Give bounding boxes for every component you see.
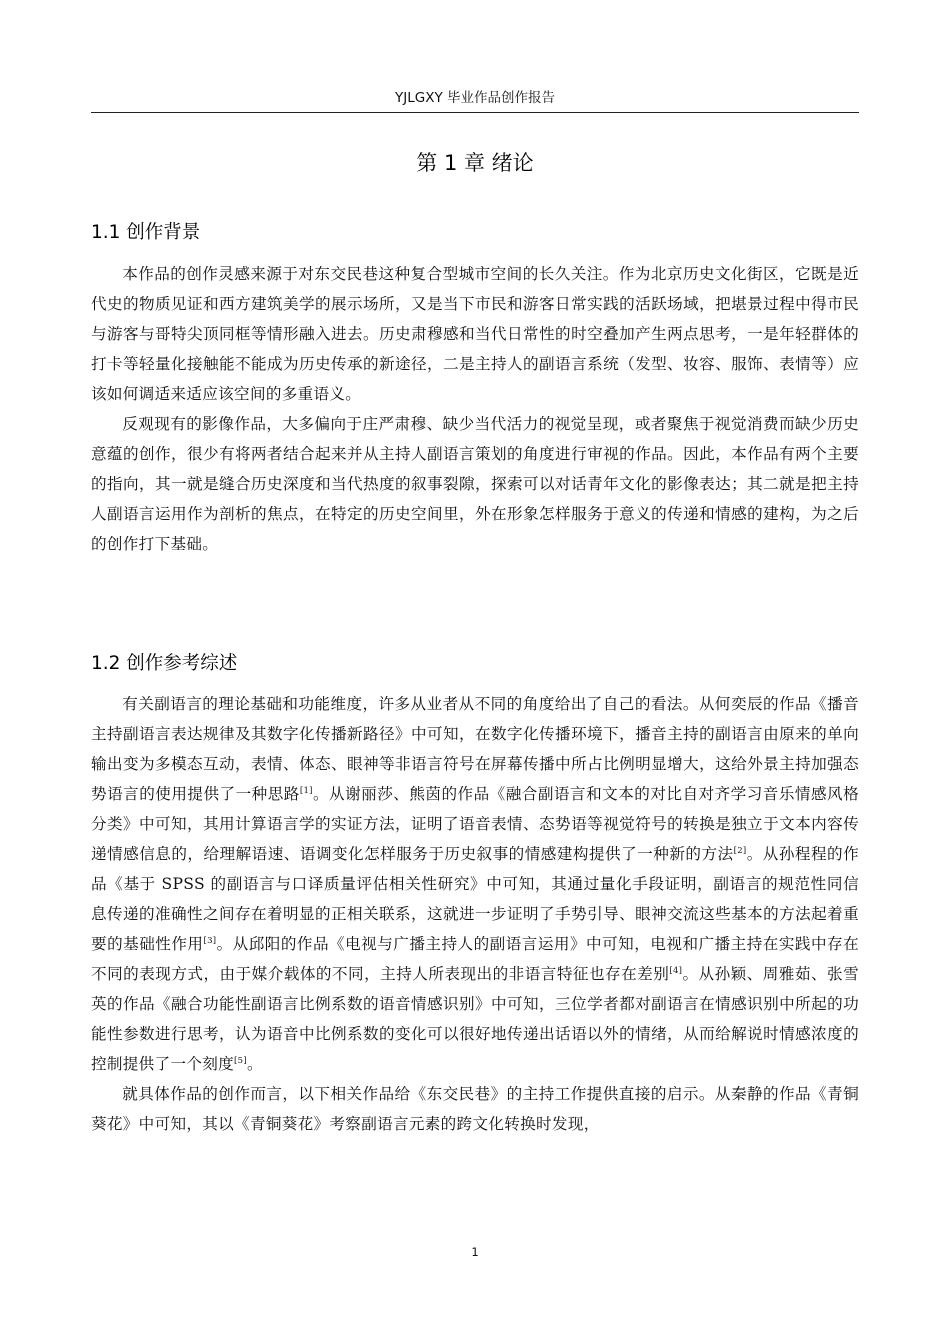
text-run: 。从邱阳的作品《电视与广播主持人的副语言运用》中可知，电视和广播主持在实践中存在不同的表现方式，由于媒介载体的不同，主持人所表现出的非语言特征也存在差别 [91,935,859,983]
paragraph: 就具体作品的创作而言，以下相关作品给《东交民巷》的主持工作提供直接的启示。从秦静的作品《青铜葵花》中可知，其以《青铜葵花》考察副语言元素的跨文化转换时发现， [91,1085,859,1133]
text-run: 。 [247,1055,263,1073]
citation-marker: [4] [669,965,683,976]
header-divider [91,112,859,113]
paragraph: 本作品的创作灵感来源于对东交民巷这种复合型城市空间的长久关注。作为北京历史文化街区，它既是近代史的物质见证和西方建筑美学的展示场所，又是当下市民和游客日常实践的活跃场域，把堪景过程中得市民与游客与哥特尖顶同框等情形融入进去。历史肃穆感和当代日常性的时空叠加产生两点思考，一是年轻群体的打卡等轻量化接触能不能成为历史传承的新途径，二是主持人的副语言系统（发型、妆容、服饰、表情等）应该如何调适来适应该空间的多重语义。 [91,265,859,403]
paragraph-with-citations [91,689,859,1079]
citation-marker: [3] [203,935,217,946]
section-1-1-body [91,259,859,559]
citation-marker: [5] [234,1055,247,1066]
section-1-2-body [91,689,859,1139]
chapter-title: 第 1 章 绪论 [416,151,534,175]
text-run: 。从孙颖、周雅茹、张雪英的作品《融合功能性副语言比例系数的语音情感识别》中可知，三位学者都对副语言在情感识别中所起的功能性参数进行思考，认为语音中比例系数的变化可以很好地传递出话语以外的情绪，从而给解说时情感浓度的控制提供了一个刻度 [91,965,859,1073]
page-number: 1 [471,1245,479,1259]
section-heading-1-1: 1.1 创作背景 [91,222,201,243]
paragraph: 反观现有的影像作品，大多偏向于庄严肃穆、缺少当代活力的视觉呈现，或者聚焦于视觉消费而缺少历史意蕴的创作，很少有将两者结合起来并从主持人副语言策划的角度进行审视的作品。因此，本作品有两个主要的指向，其一就是缝合历史深度和当代热度的叙事裂隙，探索可以对话青年文化的影像表达；其二就是把主持人副语言运用作为剖析的焦点，在特定的历史空间里，外在形象怎样服务于意义的传递和情感的建构，为之后的创作打下基础。 [91,415,859,553]
citation-marker: [2] [733,845,747,856]
citation-marker: [1] [299,785,313,796]
running-header: YJLGXY 毕业作品创作报告 [395,90,555,106]
text-run: 有关副语言的理论基础和功能维度，许多从业者从不同的角度给出了自己的看法。从何奕辰的作品《播音主持副语言表达规律及其数字化传播新路径》中可知，在数字化传播环境下，播音主持的副语言由原来的单向输出变为多模态互动，表情、体态、眼神等非语言符号在屏幕传播中所占比例明显增大，这给外景主持加强态势语言的使用提供了一种思路 [91,695,859,803]
text-run: 。从谢丽莎、熊茵的作品《融合副语言和文本的对比自对齐学习音乐情感风格分类》中可知，其用计算语言学的实证方法，证明了语音表情、态势语等视觉符号的转换是独立于文本内容传递情感信息的，给理解语速、语调变化怎样服务于历史叙事的情感建构提供了一种新的方法 [91,785,859,863]
text-run: 。从孙程程的作品《基于 SPSS 的副语言与口译质量评估相关性研究》中可知，其通过量化手段证明，副语言的规范性同信息传递的准确性之间存在着明显的正相关联系，这就进一步证明了手势引导、眼神交流这些基本的方法起着重要的基础性作用 [91,845,859,953]
section-heading-1-2: 1.2 创作参考综述 [91,653,238,674]
